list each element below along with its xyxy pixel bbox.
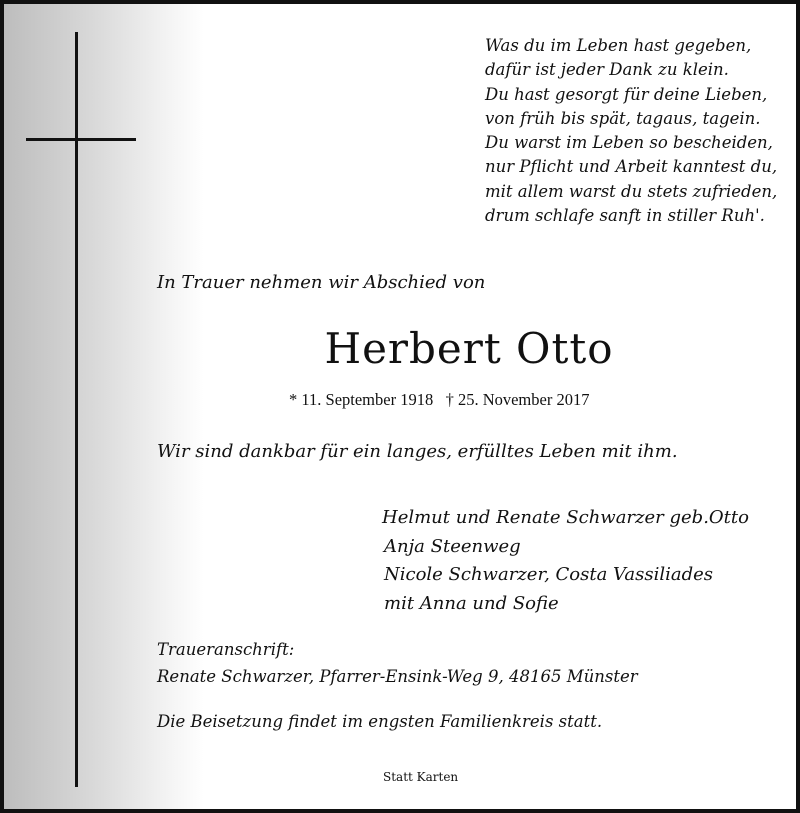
mourner-entry: Anja Steenweg — [384, 535, 521, 557]
mourning-address: Renate Schwarzer, Pfarrer-Ensink-Weg 9, 48165 Münster — [157, 667, 638, 686]
cross-icon — [26, 32, 136, 792]
cross-horizontal-bar — [26, 138, 136, 141]
poem-line: Du warst im Leben so bescheiden, — [485, 133, 773, 153]
thanks-text: Wir sind dankbar für ein langes, erfülltes Leben mit ihm. — [157, 441, 678, 462]
deceased-name: Herbert Otto — [324, 324, 614, 373]
memorial-poem — [485, 34, 777, 228]
poem-line: drum schlafe sanft in stiller Ruh'. — [485, 206, 765, 226]
poem-line: von früh bis spät, tagaus, tagein. — [485, 108, 761, 128]
address-label: Traueranschrift: — [157, 640, 295, 659]
poem-line: mit allem warst du stets zufrieden, — [485, 181, 778, 201]
mourner-entry: mit Anna und Sofie — [384, 592, 559, 614]
footer-note: Statt Karten — [383, 770, 459, 784]
intro-text: In Trauer nehmen wir Abschied von — [157, 272, 486, 293]
poem-line: Was du im Leben hast gegeben, — [485, 36, 752, 55]
poem-line: Du hast gesorgt für deine Lieben, — [485, 84, 768, 104]
mourner-entry: Helmut und Renate Schwarzer geb.Otto — [382, 507, 749, 528]
cross-vertical-bar — [75, 32, 78, 787]
poem-line: nur Pflicht und Arbeit kanntest du, — [485, 157, 778, 177]
mourner-entry: Nicole Schwarzer, Costa Vassiliades — [384, 564, 714, 585]
life-dates: * 11. September 1918 † 25. November 2017 — [289, 390, 590, 409]
mourners-list — [382, 504, 749, 618]
burial-note: Die Beisetzung findet im engsten Familienkreis statt. — [157, 712, 603, 731]
poem-line: dafür ist jeder Dank zu klein. — [485, 60, 729, 80]
